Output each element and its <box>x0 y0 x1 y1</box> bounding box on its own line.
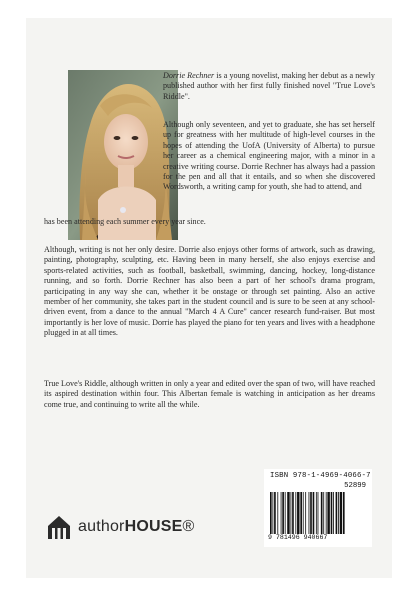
isbn-label: ISBN 978-1-4969-4066-7 <box>270 472 371 480</box>
bio-paragraph-3: Although, writing is not her only desire. Dorrie also enjoys other forms of artwork, such as drawing, painting, photography, sculpting, etc. Having been in many herself, she also enjoys exercise and sports-related activities, such as football, basketball, swimming, dancing, hockey, long-distance running, and so forth. Dorrie Rechner has also been a part of her school's drama program, participating in any way she can, whether it be onstage or through set painting. Also an active member of her community, she takes part in the student council and is sure to be seen at any school-driven event, from a dance to the annual "March 4 A Cure" cancer research fund-raiser. But most importantly is her love of music. Dorrie has played the piano for ten years and lives with a headphone plugged in at all times. <box>44 245 375 338</box>
publisher-name-bold: HOUSE <box>124 518 183 535</box>
barcode-bar <box>277 492 278 534</box>
barcode-bar <box>282 492 284 534</box>
barcode-bar <box>300 492 302 534</box>
publisher-name-light: author <box>78 518 125 535</box>
barcode-bar <box>292 492 294 534</box>
barcode-bar <box>291 492 292 534</box>
barcode-bar <box>281 492 282 534</box>
barcode-bar <box>272 492 273 534</box>
bio-paragraph-1-text: is a young novelist, making her debut as a newly published author with her first fully finished novel "True Love's Riddle". <box>163 71 375 101</box>
bio-paragraph-4: True Love's Riddle, although written in only a year and edited over the span of two, will have reached its aspired destination within four. This Albertan female is watching in anticipation as her dreams come true, and continuing to write all the while. <box>44 379 375 409</box>
author-name: Dorrie Rechner <box>163 71 215 80</box>
barcode-bar <box>303 492 304 534</box>
barcode-bar <box>318 492 319 534</box>
barcode-bar <box>295 492 296 534</box>
bio-paragraph-2-tail: has been attending each summer every year since. <box>44 217 206 226</box>
barcode-bar <box>340 492 342 534</box>
barcode-bar <box>287 492 289 534</box>
barcode-bars <box>270 492 366 534</box>
back-cover <box>26 18 392 578</box>
publisher-logo <box>46 514 194 540</box>
barcode-bar <box>327 492 329 534</box>
authorhouse-house-icon <box>46 514 72 540</box>
barcode-bar <box>331 492 333 534</box>
barcode-bar <box>343 492 345 534</box>
barcode-bar <box>274 492 276 534</box>
barcode-bar <box>323 492 324 534</box>
barcode-bar <box>313 492 315 534</box>
registered-mark: ® <box>182 518 195 535</box>
barcode-bar <box>285 492 286 534</box>
bio-paragraph-1 <box>163 71 375 102</box>
barcode-bar <box>336 492 338 534</box>
bio-paragraph-2: Although only seventeen, and yet to graduate, she has set herself up for greatness with her multitude of high-level courses in the hopes of attending the UofA (University of Alberta) to pursue her career as a chemical engineering major, with a minor in a creative writing course. Dorrie Rechner has always had a passion for the pen and all that it entails, and so when she discovered Wordsworth, a writing camp for youth, she had to attend, and <box>163 120 375 192</box>
barcode-bar <box>316 492 317 534</box>
barcode-bar <box>333 492 334 534</box>
barcode-number: 9 781496 940667 <box>268 534 328 541</box>
barcode-bar <box>338 492 339 534</box>
publisher-name <box>78 518 194 536</box>
barcode-bar <box>310 492 312 534</box>
barcode-bar <box>321 492 323 534</box>
barcode-box <box>264 469 372 547</box>
barcode-bar <box>309 492 310 534</box>
price-code: 52899 <box>344 482 366 490</box>
author-photo <box>68 70 178 240</box>
barcode-bar <box>297 492 299 534</box>
barcode-bar <box>326 492 327 534</box>
barcode-bar <box>270 492 272 534</box>
barcode-bar <box>305 492 306 534</box>
